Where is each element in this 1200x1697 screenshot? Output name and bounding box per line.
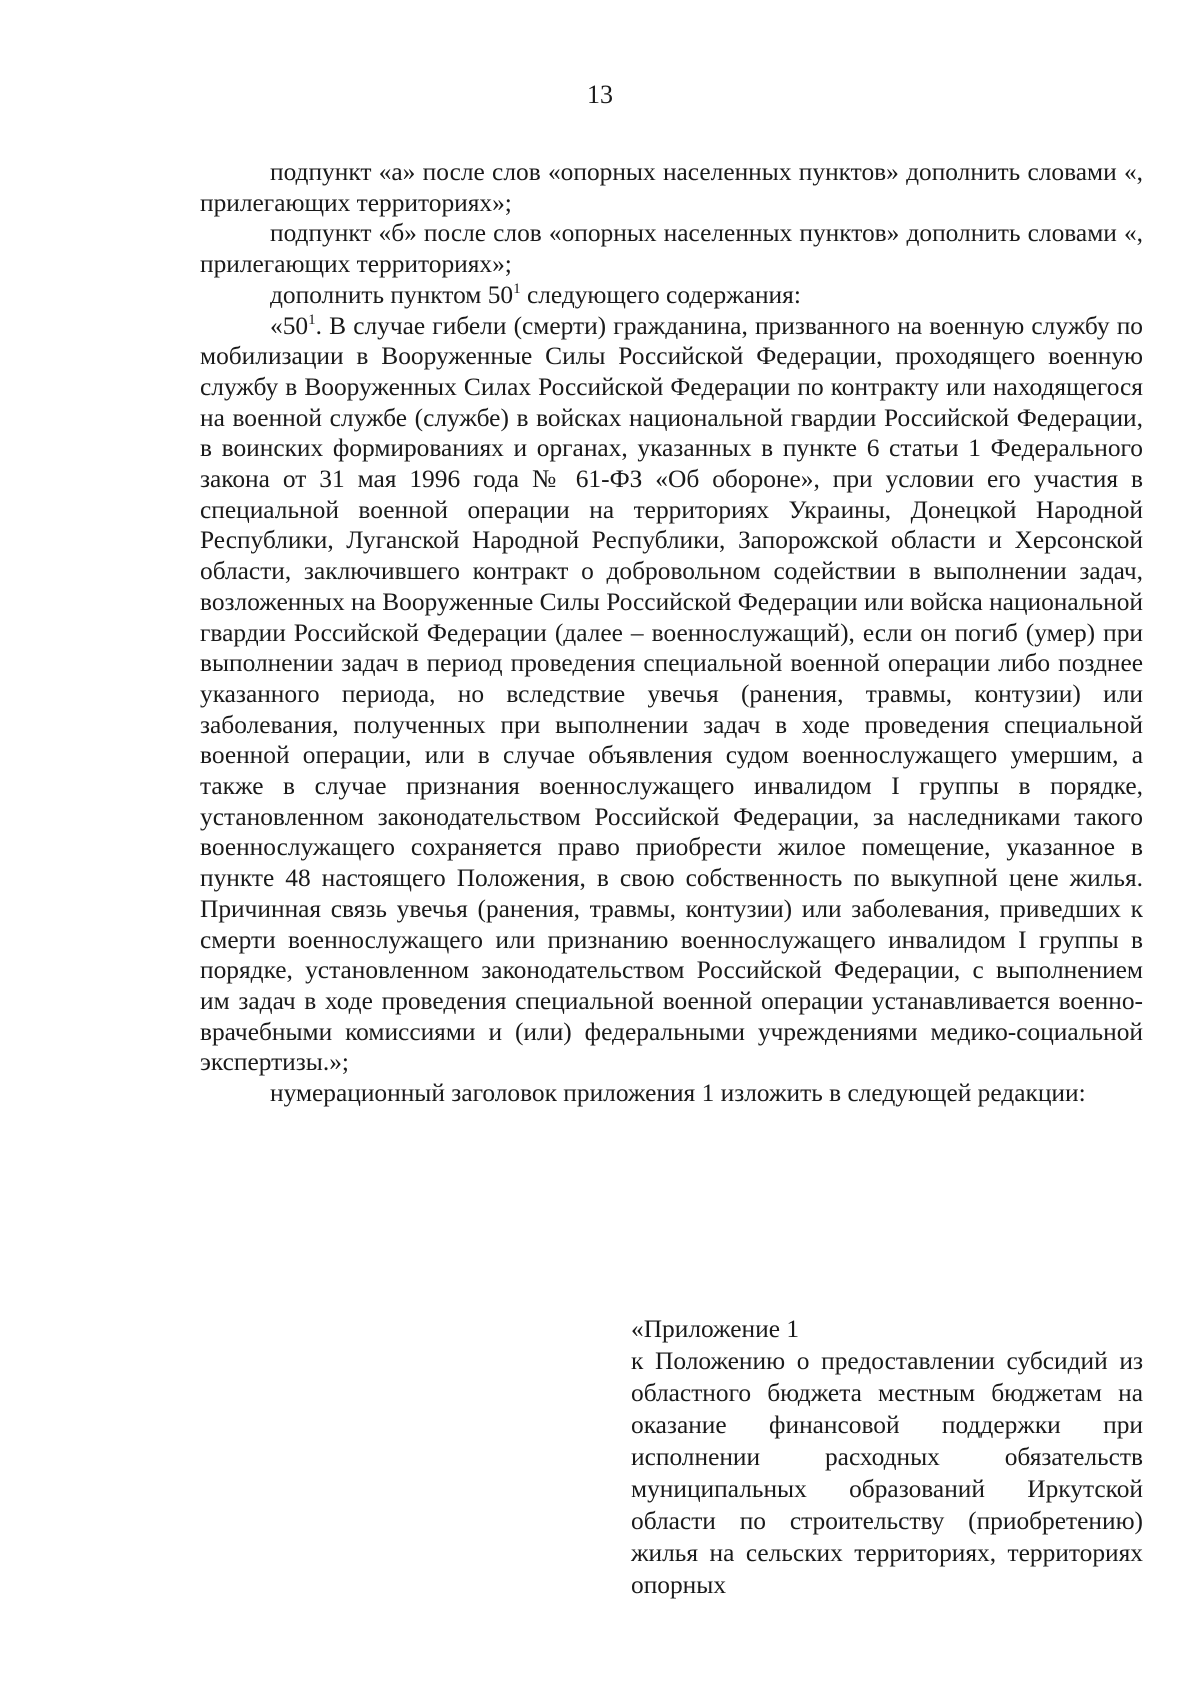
paragraph-text-before: дополнить пунктом 50 [270,280,514,309]
paragraph-point-50-1-content [200,311,1143,1079]
appendix-heading-block [631,1313,1143,1601]
paragraph-text-after: . В случае гибели (смерти) гражданина, призванного на военную службу по мобилизации в Вооруженные Силы Российской Федерации, проходящего военную службу в Вооруженных Силах Российской Федерации по контракту или находящегося на военной службе (службе) в войсках национальной гвардии Российской Федерации, в воинских формированиях и органах, указанных в пункте 6 статьи 1 Федерального закона от 31 мая 1996 года № 61-ФЗ «Об обороне», при условии его участия в специальной военной операции на территориях Украины, Донецкой Народной Республики, Луганской Народной Республики, Запорожской области и Херсонской области, заключившего контракт о добровольном содействии в выполнении задач, возложенных на Вооруженные Силы Российской Федерации или войска национальной гвардии Российской Федерации (далее – военнослужащий), если он погиб (умер) при выполнении задач в период проведения специальной военной операции либо позднее указанного периода, но вследствие увечья (ранения, травмы, контузии) или заболевания, полученных при выполнении задач в ходе проведения специальной военной операции, или в случае объявления судом военнослужащего умершим, а также в случае признания военнослужащего инвалидом I группы в порядке, установленном законодательством Российской Федерации, за наследниками такого военнослужащего сохраняется право приобрести жилое помещение, указанное в пункте 48 настоящего Положения, в свою собственность по выкупной цене жилья. Причинная связь увечья (ранения, травмы, контузии) или заболевания, приведших к смерти военнослужащего или признанию военнослужащего инвалидом I группы в порядке, установленном законодательством Российской Федерации, с выполнением им задач в ходе проведения специальной военной операции устанавливается военно-врачебными комиссиями и (или) федеральными учреждениями медико-социальной экспертизы.»; [200,311,1144,1077]
appendix-title: «Приложение 1 [631,1315,800,1343]
paragraph-text-before: «50 [270,311,309,340]
document-body [200,157,1143,1109]
page-number: 13 [587,80,613,109]
superscript: 1 [308,311,316,328]
paragraph-subpoint-b: подпункт «б» после слов «опорных населенных пунктов» дополнить словами «, прилегающих территориях»; [200,219,1143,279]
paragraph-appendix-header-instruction: нумерационный заголовок приложения 1 изложить в следующей редакции: [270,1079,1086,1108]
superscript: 1 [513,280,521,297]
paragraph-text-after: следующего содержания: [520,280,801,309]
appendix-text: к Положению о предоставлении субсидий из областного бюджета местным бюджетам на оказание финансовой поддержки при исполнении расходных обязательств муниципальных образований Иркутской области по строительству (приобретению) жилья на сельских территориях, территориях опорных [631,1347,1143,1599]
paragraph-subpoint-a: подпункт «а» после слов «опорных населенных пунктов» дополнить словами «, прилегающих территориях»; [200,158,1143,217]
paragraph-add-point-50-1 [200,280,1143,311]
